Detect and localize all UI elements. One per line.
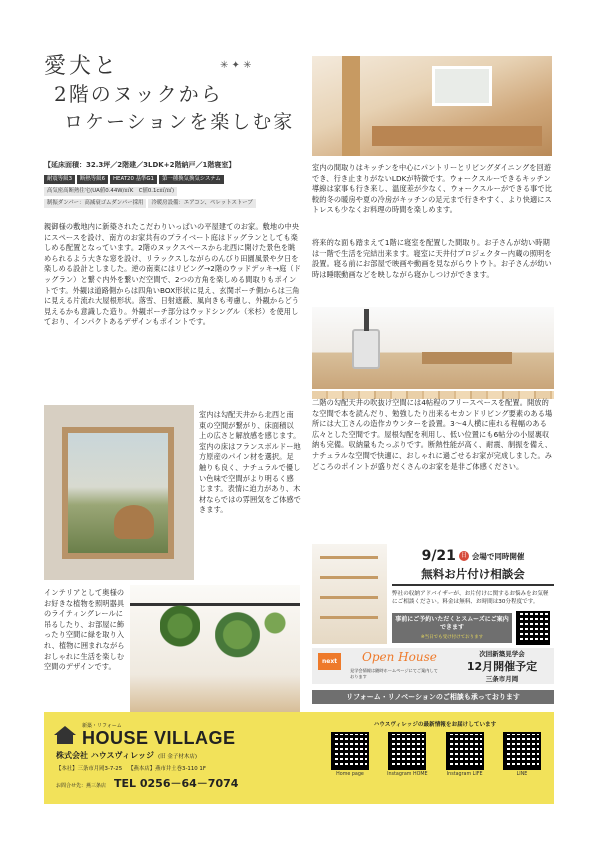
qr-line[interactable] (498, 732, 546, 777)
spec-tag: 耐震等級3 (44, 175, 75, 184)
event-date: 9/21 (421, 548, 456, 564)
next-label: 次回新築見学会 (479, 650, 525, 658)
spec-tag: 冷暖房設備：エアコン、ペレットストーブ (148, 199, 255, 208)
spec-tag: 高気密高断熱住宅(UA値0.44W/㎡K C値0.1c㎡/㎡) (44, 187, 177, 196)
company-hq: 【本社】三条市月岡3-7-25 (56, 766, 123, 772)
spec-tag: 制振ダンパー：高減衰ゴムダンパー採用 (44, 199, 146, 208)
company-name-sub: (旧 金子材木店) (157, 754, 198, 760)
intro-text: 親御様の敷地内に新築されたこだわりいっぱいの平屋建てのお家。敷地の中央にスペースを設け、南方のお家共有のプライベート庭はドッグランとしても楽しめる配置となっています。2階のヌックスペースから北西に開けた景色を眺められるよう大きな窓を設け、リラックスしながらのんびり田園風景や夕日を楽しめる設計としました。逆の南東にはリビング→2階のウッドデッキ→庭（ドッグラン）と繋ぐ内外を繋いだ空間で、2つの方角を楽しめる間取りもポイントです。外観は道路側からは四角いBOX形状に見え、玄関ポーチ側からは三角に見える片流れ大屋根形状。落雪、日射遮蔽、風向きも考慮し、外観からどう見えるかも意識した造り。外観ポーチ部分はウッドシングル（米杉）を使用しており、インパクトあるデザインもポイントです。 (44, 222, 301, 327)
qr-label: Instagram LIFE (446, 772, 483, 777)
spec-tag: 断熱等級6 (77, 175, 108, 184)
next-event-block (312, 648, 554, 684)
nook-window-photo (44, 405, 194, 580)
event-reserve-text: 事前にご予約いただくとスムーズにご案内できます (395, 615, 509, 632)
company-name: 株式会社 ハウスヴィレッジ (56, 751, 154, 760)
next-note: 見学会情報は随時ホームページにてご案内しております (350, 668, 438, 679)
layout-text: 室内の間取りはキッチンを中心にパントリーとリビングダイニングを回遊でき、行き止まりがないLDKが特徴です。ウォークスルーできるキッチン導線は家事も行き来し、温度差が少なく、ウォークスルーができる事で比較的冬の暖房や夏の冷房がキッチンの足元まで行きやすく、より快適にストレスも少なくお料理の時間を楽しめます。 (312, 163, 552, 215)
footer (44, 712, 554, 804)
next-month: 12月開催予定 (466, 660, 538, 673)
latest-info: ハウスヴィレッジの最新情報をお届けしています (373, 722, 497, 728)
qr-instagram-home[interactable] (383, 732, 431, 777)
loft-text: 二階の勾配天井の吹抜け空間には4帖程のフリースペースを配置。開放的な空間で本を読んだり、勉強したり出来るセカンドリビング要素のある場所には大工さんの造作カウンターを設置。3～4人横に座れる程幅のある広々とした空間です。屋根勾配を利用し、低い位置にも6帖分の小屋裏収納も完備。収納量もたっぷりです。断熱性能が高く、耐震、制振を備え、ナチュラルな空間で快適に、おしゃれに過ごせるお家が完成しました。みどころのポイントが盛りだくさんのお家を是非ご体感ください。 (312, 398, 553, 471)
qr-label: LINE (516, 772, 528, 777)
spec-tag: 第一種換気換気システム (159, 175, 224, 184)
event-reserve (392, 613, 512, 643)
title-line-2: 2階のヌックから (54, 82, 223, 106)
company-contact-label: お問合せ先：燕三条店 (56, 783, 107, 789)
event-qr-code[interactable] (516, 611, 550, 645)
qr-label: Home page (336, 772, 364, 777)
reform-banner-text: リフォーム・リノベーションのご相談も承っております (346, 693, 520, 701)
event-block (392, 548, 554, 645)
event-day-badge: 日 (460, 552, 467, 559)
lighting-text: インテリアとして奥様のお好きな植物を照明器具のライティングレールに吊るしたり、お部屋に飾ったり空間に緑を取り入れ、植物に囲まれながらおしゃれに生活を楽しむ空間のデザインです。 (44, 588, 125, 672)
company-tagline: 新築・リフォーム (82, 723, 122, 729)
qr-code-icon (503, 732, 541, 770)
title-line-1: 愛犬と (44, 54, 120, 79)
company-branch: 【燕本店】燕市井土巻3-110 1F (128, 766, 206, 772)
spec-tags (44, 175, 304, 208)
stove-photo (312, 307, 554, 389)
company-tel[interactable]: TEL 0256－64－7074 (114, 777, 239, 790)
pantry-photo (312, 544, 387, 644)
reform-banner (312, 690, 554, 704)
spec-summary: 【延床面積：32.3坪／2階建／3LDK+2階納戸／1階寝室】 (44, 161, 236, 169)
qr-label: Instagram HOME (387, 772, 428, 777)
next-script: Open House (362, 650, 437, 664)
qr-row (326, 732, 546, 777)
event-note: ※当日でも受け付けております (420, 634, 484, 640)
interior-text: 室内は勾配天井から北西と南東の空間が繋がり、床面積以上の広さと解放感を感じます。室内の床はフランスボルドー地方原産のパイン材を選択。足触りも良く、ナチュラルで優しい色味で空間がより明るく感じます。表情に迫力があり、木材ならではの雰囲気をご体感できます。 (199, 410, 301, 515)
future-text: 将来的な面も踏まえて1階に寝室を配置した間取り。お子さんが幼い時期は一階で生活を完結出来ます。寝室に天井付プロジェクター内蔵の照明を設置。寝る前にお部屋で映画や動画を見ながらウトウト。お子さんが幼い時は睡眠動画などを映しながら寝かしつけができます。 (312, 238, 552, 279)
atrium-photo (312, 56, 552, 156)
title-line-3: ロケーションを楽しむ家 (64, 111, 295, 133)
event-date-suffix: 会場で同時開催 (471, 551, 525, 561)
company-info (56, 750, 286, 791)
sparkle-icon: ✳ ✦ ✳ (220, 60, 252, 71)
plants-photo (130, 585, 300, 713)
next-place: 三条市月岡 (485, 675, 519, 683)
company-brand: HOUSE VILLAGE (82, 728, 236, 748)
qr-code-icon (446, 732, 484, 770)
qr-code-icon (331, 732, 369, 770)
qr-code-icon (388, 732, 426, 770)
house-logo-icon (54, 726, 76, 744)
spec-tag: HEAT20 基準G1 (110, 175, 157, 184)
next-badge: next (318, 653, 341, 670)
qr-instagram-life[interactable] (441, 732, 489, 777)
event-desc: 弊社の収納アドバイザーが、お片付けに関するお悩みをお気軽にご相談ください。料金は無料、お時間は30分程度です。 (392, 591, 549, 606)
title (44, 54, 304, 136)
event-title: 無料お片付け相談会 (392, 566, 554, 586)
qr-home[interactable] (326, 732, 374, 777)
